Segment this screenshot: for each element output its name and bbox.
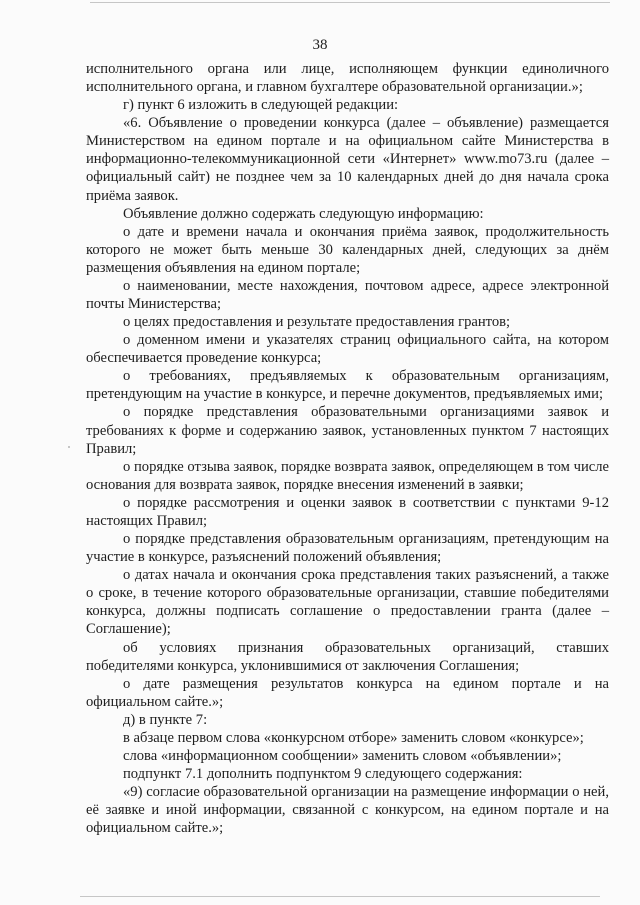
paragraph-list-item: о порядке отзыва заявок, порядке возврата заявок, определяющем в том числе основания для возврата заявок, порядке внесения изменений в заявки; <box>86 458 609 493</box>
paragraph-amendment: слова «информационном сообщении» заменить словом «объявлении»; <box>123 747 562 764</box>
paragraph-list-item: о дате размещения результатов конкурса на едином портале и на официальном сайте.»; <box>86 675 609 710</box>
document-body <box>86 60 609 837</box>
paragraph-list-item: о наименовании, месте нахождения, почтовом адресе, адресе электронной почты Министерства; <box>86 277 609 313</box>
paragraph-subpoint-9: «9) согласие образовательной организации на размещение информации о ней, её заявке и иной информации, связанной с конкурсом, на едином портале и на официальном сайте.»; <box>86 784 609 837</box>
paragraph-list-item: о датах начала и окончания срока представления таких разъяснений, а также о сроке, в течение которого образовательные организации, ставшие победителями конкурса, должны подписать соглашение о предоставлении гранта (далее – Соглашение); <box>86 567 609 638</box>
scan-artifact-dot <box>68 446 70 448</box>
paragraph-item-d: д) в пункте 7: <box>123 711 208 728</box>
paragraph-list-item: о требованиях, предъявляемых к образовательным организациям, претендующим на участие в конкурсе, и перечне документов, предъявляемых ими; <box>86 368 609 403</box>
paragraph-continuation: исполнительного органа или лице, исполняющем функции единоличного исполнительного органа, и главном бухгалтере образовательной организации.»; <box>86 61 609 96</box>
paragraph-item-g: г) пункт 6 изложить в следующей редакции: <box>123 97 399 114</box>
paragraph-list-item: о доменном имени и указателях страниц официального сайта, на котором обеспечивается проведение конкурса; <box>86 332 609 367</box>
paragraph-list-item: о порядке представления образовательными организациями заявок и требованиях к форме и содержанию заявок, установленных пунктом 7 настоящих Правил; <box>86 404 609 457</box>
scan-artifact-bottom <box>80 896 600 897</box>
paragraph-announcement-intro: Объявление должно содержать следующую информацию: <box>123 205 484 222</box>
paragraph-list-item: об условиях признания образовательных организаций, ставших победителями конкурса, уклонившимися от заключения Соглашения; <box>86 639 609 674</box>
paragraph-list-item: о целях предоставления и результате предоставления грантов; <box>123 314 511 331</box>
scan-artifact-top <box>90 2 610 3</box>
paragraph-amendment: в абзаце первом слова «конкурсном отборе» заменить словом «конкурсе»; <box>123 729 584 746</box>
paragraph-list-item: о дате и времени начала и окончания приёма заявок, продолжительность которого не может быть меньше 30 календарных дней, следующих за днём размещения объявления на едином портале; <box>86 223 609 276</box>
paragraph-list-item: о порядке рассмотрения и оценки заявок в соответствии с пунктами 9-12 настоящих Правил; <box>86 494 609 529</box>
paragraph-list-item: о порядке представления образовательным организациям, претендующим на участие в конкурсе, разъяснений положений объявления; <box>86 531 609 566</box>
paragraph-point-6: «6. Объявление о проведении конкурса (далее – объявление) размещается Министерством на едином портале и на официальном сайте Министерства в информационно-телекоммуникационной сети «Интернет» www.mo73.ru (далее – официальный сайт) не позднее чем за 10 календарных дней до дня начала срока приёма заявок. <box>86 115 609 204</box>
page-number: 38 <box>312 37 328 53</box>
paragraph-amendment: подпункт 7.1 дополнить подпунктом 9 следующего содержания: <box>123 766 523 783</box>
